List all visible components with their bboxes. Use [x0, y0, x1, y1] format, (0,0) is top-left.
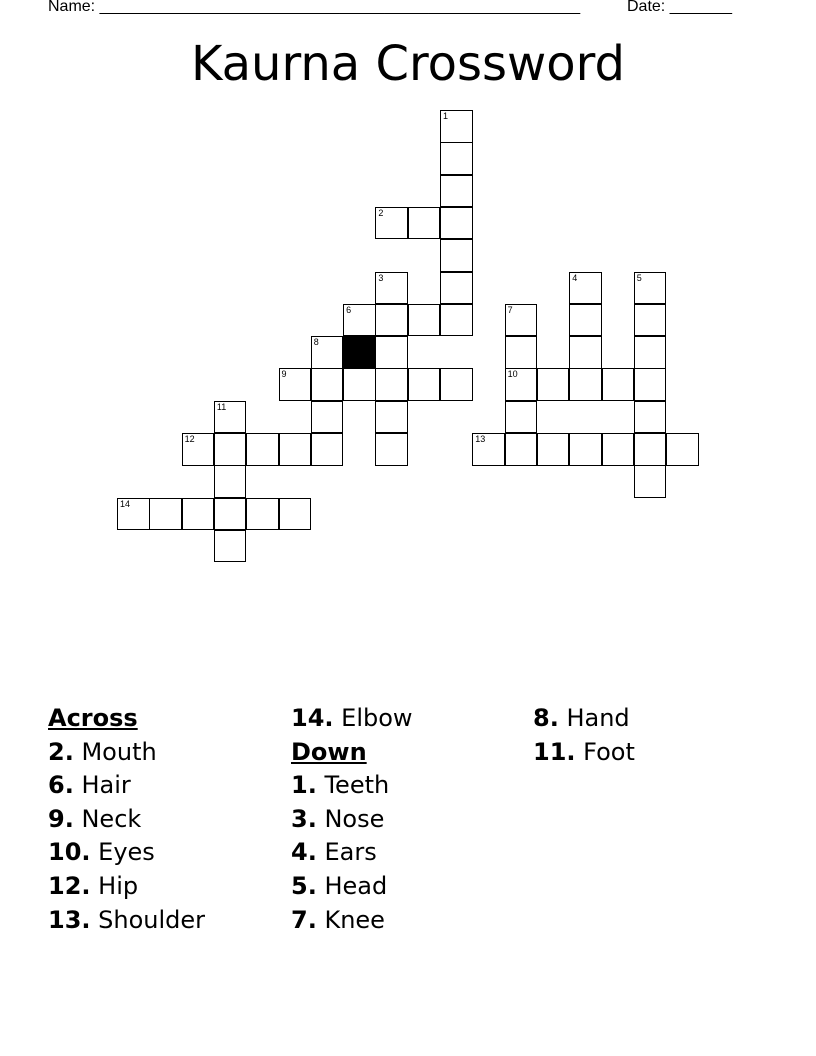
cell-number: 13	[475, 434, 486, 444]
grid-block-cell	[343, 336, 376, 369]
grid-cell[interactable]	[214, 433, 247, 466]
clue-text: Teeth	[324, 771, 390, 800]
clue-number: 2.	[48, 737, 74, 766]
grid-cell[interactable]	[375, 336, 408, 369]
grid-cell[interactable]	[634, 401, 667, 434]
cell-number: 14	[120, 498, 131, 509]
clue-number: 4.	[291, 838, 317, 867]
grid-cell[interactable]	[311, 401, 344, 434]
clue-down-4	[291, 836, 413, 870]
name-field-line: Name: ______________________________________________________	[48, 0, 581, 15]
grid-cell[interactable]	[375, 272, 408, 305]
grid-cell[interactable]	[311, 433, 344, 466]
clue-across-9	[48, 803, 205, 837]
grid-cell[interactable]	[343, 368, 376, 401]
grid-cell[interactable]	[408, 304, 441, 337]
clue-text: Knee	[324, 905, 385, 934]
grid-cell[interactable]	[375, 433, 408, 466]
cell-number: 5	[636, 272, 642, 283]
grid-cell[interactable]	[117, 498, 150, 531]
grid-cell[interactable]	[440, 272, 473, 305]
grid-cell[interactable]	[214, 401, 247, 434]
grid-cell[interactable]	[149, 498, 182, 531]
grid-cell[interactable]	[440, 175, 473, 208]
clue-column-2	[291, 702, 413, 937]
down-heading: Down	[291, 737, 367, 766]
grid-cell[interactable]	[505, 304, 538, 337]
clue-text: Head	[324, 871, 388, 900]
clue-down-7	[291, 904, 413, 938]
grid-cell[interactable]	[634, 465, 667, 498]
clue-number: 10.	[48, 838, 91, 867]
cell-number: 3	[378, 272, 384, 283]
grid-cell[interactable]	[537, 368, 570, 401]
clue-text: Ears	[324, 838, 377, 867]
clue-number: 5.	[291, 871, 317, 900]
grid-cell[interactable]	[408, 207, 441, 240]
clue-text: Hair	[81, 771, 131, 800]
page-title: Kaurna Crossword	[190, 36, 625, 92]
clue-text: Eyes	[98, 838, 155, 867]
across-heading: Across	[48, 704, 138, 732]
clue-number: 7.	[291, 905, 317, 934]
grid-cell[interactable]	[214, 465, 247, 498]
grid-cell[interactable]	[569, 336, 602, 369]
grid-cell[interactable]	[505, 336, 538, 369]
grid-cell[interactable]	[214, 530, 247, 563]
clue-column-3	[533, 702, 635, 769]
clue-down-1	[291, 769, 413, 803]
grid-cell[interactable]	[505, 433, 538, 466]
grid-cell[interactable]	[440, 207, 473, 240]
grid-cell[interactable]	[440, 304, 473, 337]
clue-number: 12.	[48, 871, 91, 900]
clue-text: Hand	[566, 704, 630, 732]
cell-number: 7	[507, 304, 513, 315]
grid-cell[interactable]	[279, 368, 312, 401]
clue-down-3	[291, 803, 413, 837]
cell-number: 10	[507, 369, 518, 380]
grid-cell[interactable]	[569, 433, 602, 466]
grid-cell[interactable]	[246, 433, 279, 466]
grid-cell[interactable]	[311, 336, 344, 369]
grid-cell[interactable]	[375, 401, 408, 434]
clue-number: 6.	[48, 771, 74, 800]
clue-text: Nose	[324, 804, 385, 833]
grid-cell[interactable]	[569, 272, 602, 305]
cell-number: 4	[572, 272, 578, 283]
grid-cell[interactable]	[472, 433, 505, 466]
date-field-line: Date: _______	[627, 0, 732, 15]
clue-across-14	[291, 702, 413, 736]
grid-cell[interactable]	[408, 368, 441, 401]
cell-number: 12	[184, 434, 195, 444]
grid-cell[interactable]	[440, 110, 473, 143]
clue-across-12	[48, 870, 205, 904]
cell-number: 11	[216, 401, 227, 412]
grid-cell[interactable]	[375, 207, 408, 240]
grid-cell[interactable]	[279, 433, 312, 466]
grid-cell[interactable]	[569, 304, 602, 337]
grid-cell[interactable]	[279, 498, 312, 531]
clue-column-1	[48, 702, 205, 937]
clue-across-2	[48, 736, 205, 770]
grid-cell[interactable]	[666, 433, 699, 466]
grid-cell[interactable]	[634, 433, 667, 466]
clue-across-6	[48, 769, 205, 803]
grid-cell[interactable]	[505, 368, 538, 401]
cell-number: 1	[443, 111, 449, 121]
clue-number: 3.	[291, 804, 317, 833]
clue-across-13	[48, 904, 205, 938]
clue-number: 1.	[291, 771, 317, 800]
clue-number: 9.	[48, 804, 74, 833]
grid-cell[interactable]	[343, 304, 376, 337]
clue-number: 13.	[48, 905, 91, 934]
grid-cell[interactable]	[505, 401, 538, 434]
cell-number: 8	[313, 337, 319, 348]
grid-cell[interactable]	[569, 368, 602, 401]
grid-cell[interactable]	[537, 433, 570, 466]
grid-cell[interactable]	[634, 304, 667, 337]
clue-down-5	[291, 870, 413, 904]
grid-cell[interactable]	[375, 368, 408, 401]
cell-number: 2	[378, 207, 384, 218]
grid-cell[interactable]	[311, 368, 344, 401]
clue-text: Shoulder	[98, 905, 206, 934]
grid-cell[interactable]	[602, 368, 635, 401]
cell-number: 6	[346, 304, 352, 315]
grid-cell[interactable]	[214, 498, 247, 531]
grid-cell[interactable]	[440, 368, 473, 401]
cell-number: 9	[281, 369, 287, 380]
clue-number: 14.	[291, 704, 334, 732]
grid-cell[interactable]	[375, 304, 408, 337]
grid-cell[interactable]	[182, 433, 215, 466]
clue-across-10	[48, 836, 205, 870]
clue-number: 8.	[533, 704, 559, 732]
clue-down-8	[533, 702, 635, 736]
grid-cell[interactable]	[634, 368, 667, 401]
clue-text: Elbow	[341, 704, 413, 732]
clue-text: Neck	[81, 804, 142, 833]
clue-text: Foot	[583, 737, 635, 766]
grid-cell[interactable]	[182, 498, 215, 531]
grid-cell[interactable]	[634, 336, 667, 369]
grid-cell[interactable]	[634, 272, 667, 305]
grid-cell[interactable]	[440, 239, 473, 272]
grid-cell[interactable]	[602, 433, 635, 466]
clue-down-11	[533, 736, 635, 770]
clue-number: 11.	[533, 737, 576, 766]
grid-cell[interactable]	[246, 498, 279, 531]
clue-text: Hip	[98, 871, 139, 900]
clue-text: Mouth	[81, 737, 157, 766]
grid-cell[interactable]	[440, 142, 473, 175]
